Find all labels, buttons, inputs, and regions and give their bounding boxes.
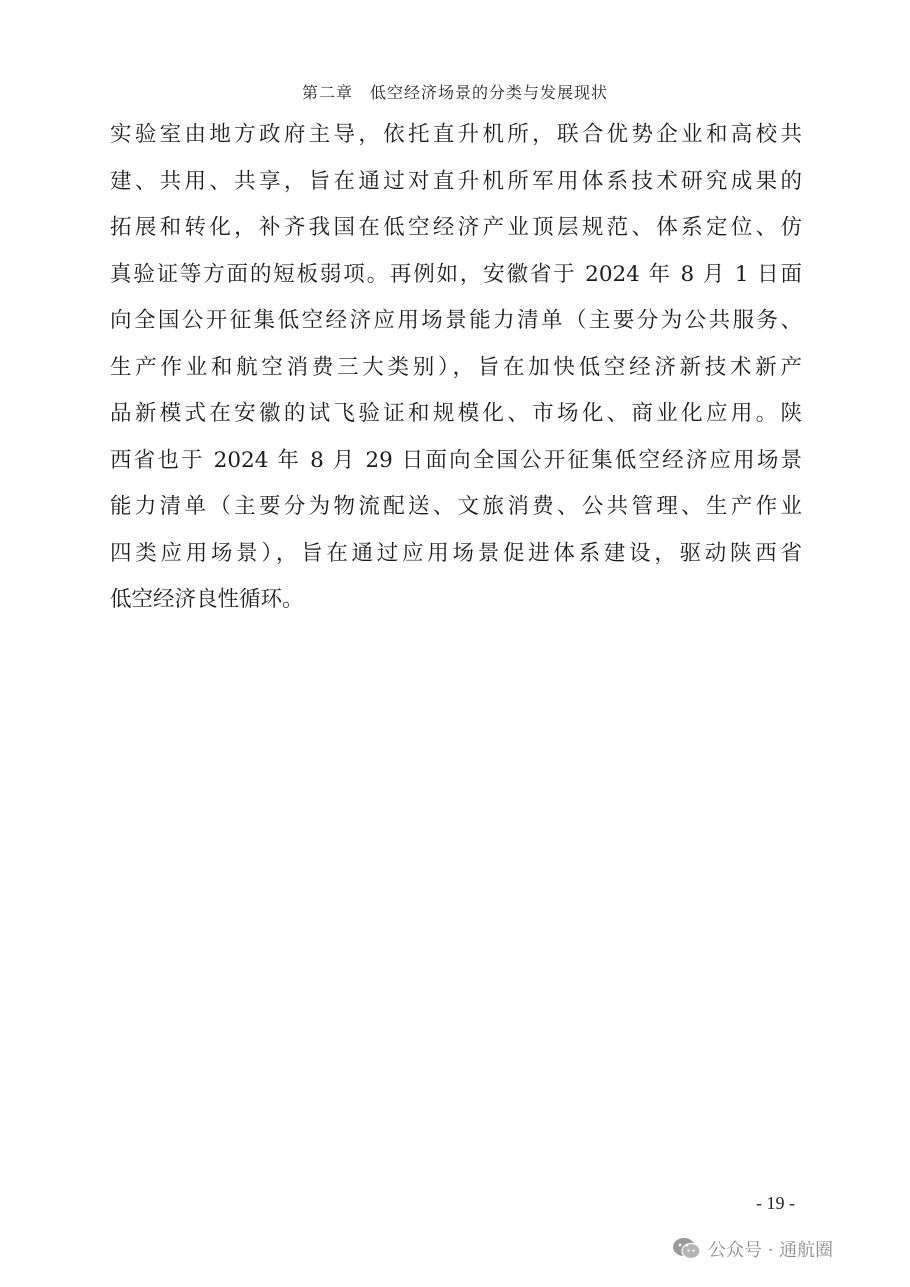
text-line: 能力清单（主要分为物流配送、文旅消费、公共管理、生产作业 xyxy=(110,494,802,519)
body-paragraph xyxy=(110,112,802,624)
text-line: 四类应用场景），旨在通过应用场景促进体系建设，驱动陕西省 xyxy=(110,540,802,566)
page-number: - 19 - xyxy=(756,1193,795,1213)
text-line: 低空经济良性循环。 xyxy=(110,587,304,612)
text-line: 拓展和转化，补齐我国在低空经济产业顶层规范、体系定位、仿 xyxy=(110,215,802,240)
watermark xyxy=(672,1234,833,1264)
wechat-icon xyxy=(672,1236,702,1262)
text-line: 向全国公开征集低空经济应用场景能力清单（主要分为公共服务、 xyxy=(110,308,802,333)
watermark-text: 公众号 · 通航圈 xyxy=(708,1240,834,1261)
text-line: 品新模式在安徽的试飞验证和规模化、市场化、商业化应用。陕 xyxy=(110,401,802,426)
text-line: 实验室由地方政府主导，依托直升机所，联合优势企业和高校共 xyxy=(110,122,802,147)
text-line: 生产作业和航空消费三大类别），旨在加快低空经济新技术新产 xyxy=(110,354,802,380)
running-header: 第二章 低空经济场景的分类与发展现状 xyxy=(301,83,608,102)
text-line: 真验证等方面的短板弱项。再例如，安徽省于 2024 年 8 月 1 日面 xyxy=(110,261,802,287)
text-line: 西省也于 2024 年 8 月 29 日面向全国公开征集低空经济应用场景 xyxy=(110,447,802,473)
text-line: 建、共用、共享，旨在通过对直升机所军用体系技术研究成果的 xyxy=(110,168,802,194)
